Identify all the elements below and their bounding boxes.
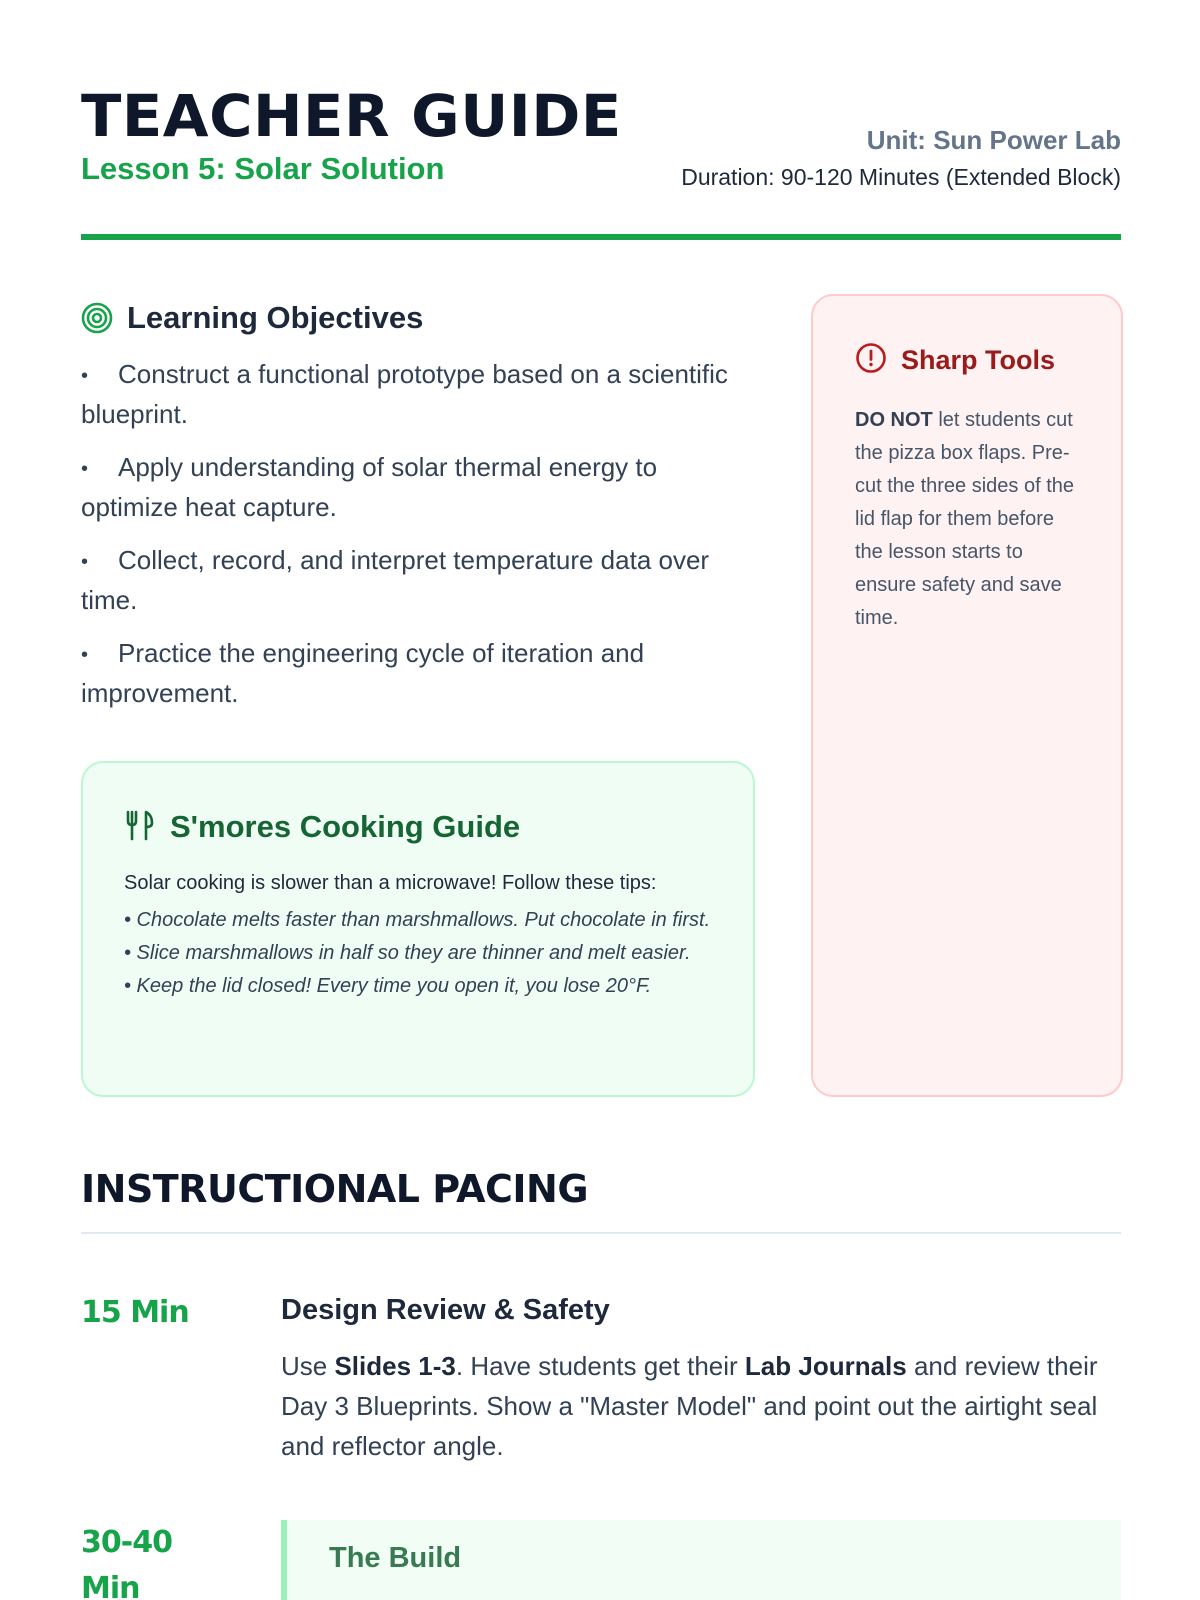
target-icon <box>81 302 113 334</box>
smores-tip: • Slice marshmallows in half so they are thinner and melt easier. <box>124 942 691 964</box>
learning-objectives-section <box>81 296 761 726</box>
sharp-tools-heading-row <box>855 340 1081 380</box>
pacing-content <box>281 1290 1121 1466</box>
lesson-subtitle: Lesson 5: Solar Solution <box>81 151 445 186</box>
pacing-divider <box>81 1232 1121 1234</box>
pacing-emphasis: Lab Journals <box>744 1351 907 1381</box>
alert-icon <box>855 342 887 379</box>
teacher-guide-page <box>81 0 1121 1600</box>
pacing-section-title: INSTRUCTIONAL PACING <box>81 1167 589 1211</box>
pacing-text-part: Use <box>281 1351 335 1381</box>
sharp-tools-warning-card <box>811 294 1123 1097</box>
objective-item <box>81 540 761 620</box>
pacing-time: 15 Min <box>81 1295 189 1330</box>
pacing-emphasis: Slides 1-3 <box>334 1351 456 1381</box>
unit-label: Unit: Sun Power Lab <box>866 125 1121 155</box>
bullet: • <box>81 458 89 481</box>
pacing-text-part: and review their Day 3 Blueprints. Show a "Master Model" and point out the airtight seal and reflector angle. <box>281 1351 1098 1461</box>
objective-text: Construct a functional prototype based on a scientific blueprint. <box>81 359 728 429</box>
objective-item <box>81 633 761 713</box>
pacing-step-heading: Design Review & Safety <box>281 1294 610 1326</box>
bullet: • <box>81 551 89 574</box>
smores-cooking-guide-card <box>81 761 755 1097</box>
bullet: • <box>81 644 89 667</box>
header-divider <box>81 234 1121 240</box>
guide-header <box>81 84 1121 240</box>
page-title: TEACHER GUIDE <box>81 82 622 150</box>
objective-text: Apply understanding of solar thermal energy to optimize heat capture. <box>81 452 658 522</box>
smores-tips-list <box>124 907 713 1000</box>
objective-text: Collect, record, and interpret temperature data over time. <box>81 545 710 615</box>
smores-intro: Solar cooking is slower than a microwave! Follow these tips: <box>124 872 657 894</box>
smores-tip: • Keep the lid closed! Every time you open it, you lose 20°F. <box>124 975 652 997</box>
objectives-heading: Learning Objectives <box>127 300 424 335</box>
pacing-step-text <box>281 1346 1121 1466</box>
objective-item <box>81 447 761 527</box>
objectives-heading-row <box>81 296 761 340</box>
objective-text: Practice the engineering cycle of iteration and improvement. <box>81 638 645 708</box>
utensils-icon <box>124 809 156 846</box>
sharp-tools-text: let students cut the pizza box flaps. Pre-cut the three sides of the lid flap for them before the lesson starts to ensure safety and save time. <box>855 409 1075 629</box>
pacing-text-part: . Have students get their <box>455 1351 745 1381</box>
pacing-time: 30-40 Min <box>81 1525 172 1600</box>
duration-label: Duration: 90-120 Minutes (Extended Block) <box>681 164 1121 190</box>
smores-heading: S'mores Cooking Guide <box>170 809 521 844</box>
pacing-step-heading: The Build <box>329 1542 462 1574</box>
objective-item <box>81 354 761 434</box>
sharp-tools-emphasis: DO NOT <box>855 409 933 431</box>
bullet: • <box>81 365 89 388</box>
smores-heading-row <box>124 805 713 849</box>
smores-tip: • Chocolate melts faster than marshmallows. Put chocolate in first. <box>124 909 711 931</box>
objectives-list <box>81 354 761 713</box>
pacing-highlight-block <box>281 1520 1121 1600</box>
sharp-tools-heading: Sharp Tools <box>901 345 1056 375</box>
sharp-tools-body <box>855 404 1081 635</box>
